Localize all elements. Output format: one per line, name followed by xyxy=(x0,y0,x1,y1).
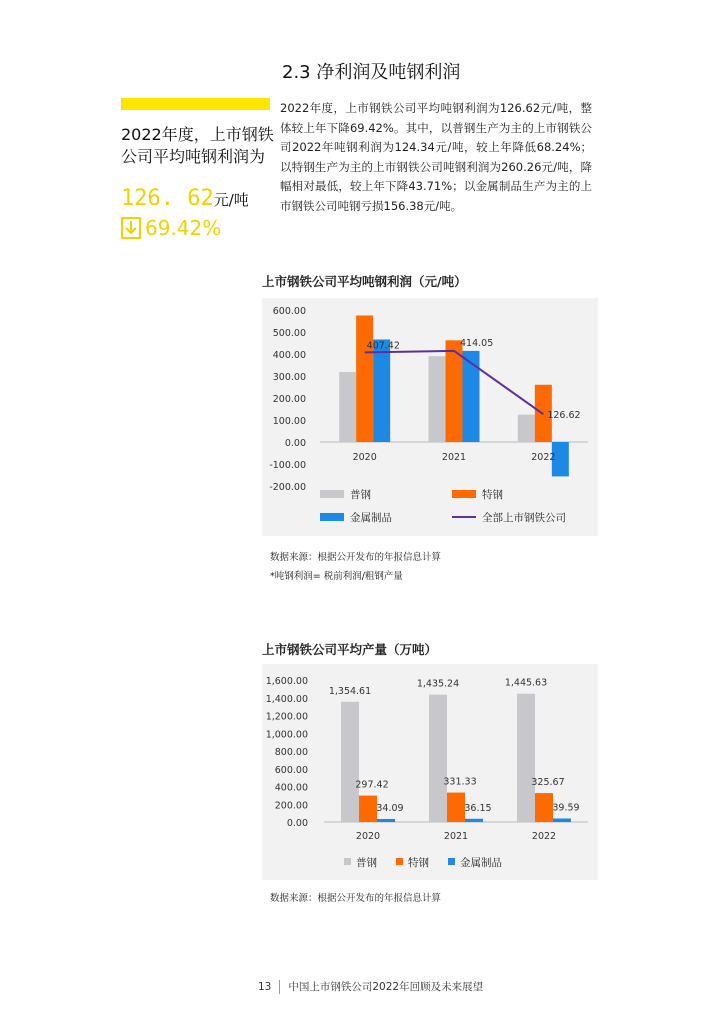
chart1-formula-note: *吨钢利润= 税前利润/粗钢产量 xyxy=(270,571,403,582)
chart2-data-label: 325.67 xyxy=(531,777,565,789)
chart2-y-tick: 800.00 xyxy=(274,747,308,758)
chart2-bar xyxy=(359,796,377,822)
arrow-down-icon xyxy=(121,217,141,239)
chart2-x-tick: 2021 xyxy=(443,831,469,842)
chart1-bar xyxy=(356,316,373,443)
chart1-y-tick: 0.00 xyxy=(284,438,306,449)
chart1-y-tick: 100.00 xyxy=(272,416,306,427)
chart2-y-tick: 200.00 xyxy=(274,800,308,812)
chart2-y-tick: 1,200.00 xyxy=(265,711,308,723)
chart2-x-tick: 2020 xyxy=(355,831,381,842)
chart2-bar xyxy=(517,694,535,822)
chart1-x-tick: 2021 xyxy=(441,452,467,463)
chart1-bar xyxy=(429,356,446,442)
chart1-y-tick: 500.00 xyxy=(272,328,306,339)
chart2-data-label: 34.09 xyxy=(376,802,404,814)
chart2-legend-swatch xyxy=(396,858,403,865)
chart2-legend-label: 普钢 xyxy=(356,857,377,869)
chart2-legend-label: 特钢 xyxy=(408,857,429,869)
chart1-svg xyxy=(262,298,598,536)
chart2-data-label: 331.33 xyxy=(443,776,477,788)
chart1-title: 上市钢铁公司平均吨钢利润（元/吨） xyxy=(262,274,467,289)
chart1-x-tick: 2020 xyxy=(352,452,377,463)
chart2-data-label: 1,445.63 xyxy=(504,677,548,689)
chart2-bar xyxy=(341,702,359,822)
chart1-legend-swatch xyxy=(320,513,344,521)
chart1-y-tick: 300.00 xyxy=(272,372,306,383)
chart2-x-tick: 2022 xyxy=(531,831,557,842)
chart2-svg xyxy=(262,664,598,880)
chart2-bar xyxy=(465,819,483,822)
chart1-line-label: 414.05 xyxy=(460,337,494,349)
chart1-legend-label: 特钢 xyxy=(482,489,503,501)
chart1-bar xyxy=(463,351,480,442)
report-title: 中国上市钢铁公司2022年回顾及未来展望 xyxy=(288,981,484,993)
footer-divider xyxy=(279,980,280,994)
callout-unit: 元/吨 xyxy=(213,191,249,209)
chart1-container xyxy=(262,298,598,536)
chart1-bar xyxy=(518,415,535,442)
callout-change-value: 69.42% xyxy=(145,216,222,240)
chart2-bar xyxy=(429,695,447,822)
chart1-bar xyxy=(373,339,390,442)
chart2-y-tick: 600.00 xyxy=(274,764,308,776)
page-footer xyxy=(258,979,483,994)
chart2-bar xyxy=(377,819,395,822)
page-number: 13 xyxy=(258,980,272,993)
chart1-legend-swatch xyxy=(320,490,344,498)
chart2-y-tick: 1,600.00 xyxy=(265,676,308,687)
body-paragraph: 2022年度，上市钢铁公司平均吨钢利润为126.62元/吨，整体较上年下降69.42%。其中，以普钢生产为主的上市钢铁公司2022年吨钢利润为124.34元/吨，较上年降低68.24%；以特钢生产为主的上市钢铁公司吨钢利润为260.26元/吨，降幅相对最低，较上年下降43.71%；以金属制品生产为主的上市钢铁公司吨钢亏损156.38元/吨。 xyxy=(280,101,592,213)
chart2-bar xyxy=(535,793,553,822)
chart1-legend-label: 全部上市钢铁公司 xyxy=(482,512,566,524)
chart1-y-tick: 400.00 xyxy=(272,350,306,361)
chart2-source-note: 数据来源：根据公开发布的年报信息计算 xyxy=(270,893,442,904)
chart1-source-note: 数据来源：根据公开发布的年报信息计算 xyxy=(270,552,442,563)
chart1-legend-label: 金属制品 xyxy=(350,512,392,524)
chart2-legend-label: 金属制品 xyxy=(460,857,502,869)
callout-value xyxy=(121,186,249,211)
chart1-legend-label: 普钢 xyxy=(350,489,371,501)
accent-bar xyxy=(121,98,270,110)
chart2-container xyxy=(262,664,598,880)
chart2-legend-swatch xyxy=(344,858,351,865)
section-title: 2.3 净利润及吨钢利润 xyxy=(282,62,461,83)
chart2-y-tick: 0.00 xyxy=(286,818,308,829)
chart1-y-tick: -100.00 xyxy=(269,460,306,471)
chart2-title: 上市钢铁公司平均产量（万吨） xyxy=(262,642,438,657)
chart2-y-tick: 1,000.00 xyxy=(265,729,308,741)
chart2-data-label: 297.42 xyxy=(355,779,389,791)
chart2-bar xyxy=(553,818,571,822)
chart1-bar xyxy=(339,372,356,442)
callout-number: 126. 62 xyxy=(121,186,214,211)
chart2-y-tick: 400.00 xyxy=(274,782,308,794)
chart2-bar xyxy=(447,793,465,822)
chart2-data-label: 1,354.61 xyxy=(328,685,372,697)
callout-change xyxy=(121,216,221,240)
chart2-data-label: 39.59 xyxy=(552,802,580,814)
chart1-y-tick: 200.00 xyxy=(272,394,306,405)
chart1-line-label: 407.42 xyxy=(366,340,400,352)
chart2-legend-swatch xyxy=(448,858,455,865)
chart1-x-tick: 2022 xyxy=(531,452,556,463)
chart2-data-label: 1,435.24 xyxy=(416,678,460,690)
chart2-data-label: 36.15 xyxy=(464,802,492,814)
chart1-y-tick: 600.00 xyxy=(272,306,306,317)
chart2-y-tick: 1,400.00 xyxy=(265,693,308,705)
chart1-y-tick: -200.00 xyxy=(269,482,306,493)
chart1-line-label: 126.62 xyxy=(547,410,581,422)
callout-title: 2022年度，上市钢铁公司平均吨钢利润为 xyxy=(121,125,274,166)
chart1-legend-swatch xyxy=(452,490,476,498)
